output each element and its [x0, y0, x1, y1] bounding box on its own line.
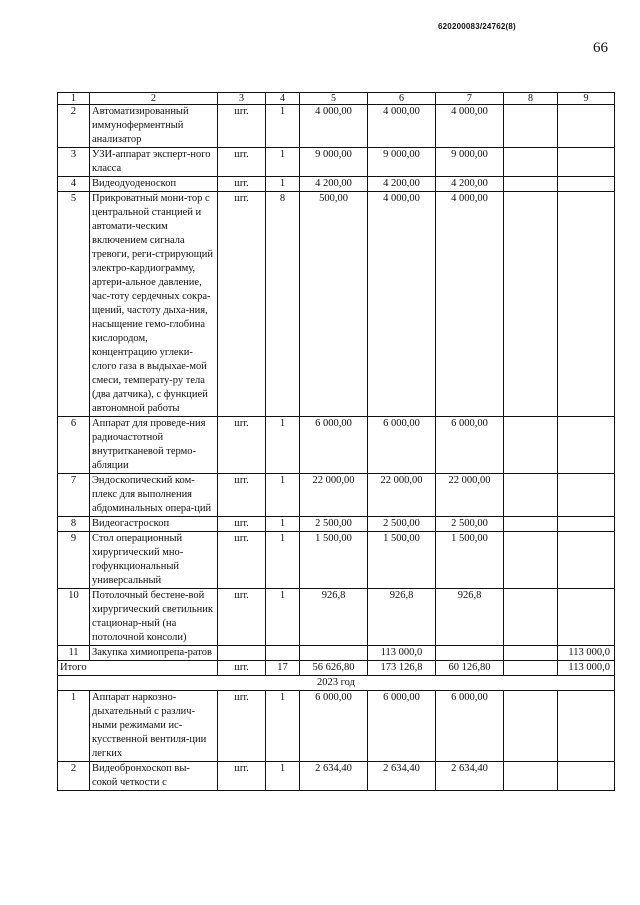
- table-cell: [266, 646, 300, 661]
- table-cell: [504, 762, 558, 791]
- column-number: 4: [266, 93, 300, 105]
- table-cell: 17: [266, 661, 300, 676]
- column-number: 7: [436, 93, 504, 105]
- table-row: [58, 177, 615, 192]
- table-cell: 4 200,00: [436, 177, 504, 192]
- table-cell: 6 000,00: [368, 691, 436, 762]
- table-cell: [504, 148, 558, 177]
- table-cell: 1 500,00: [436, 532, 504, 589]
- table-cell: [504, 532, 558, 589]
- table-cell: [504, 661, 558, 676]
- table-cell: 1: [266, 762, 300, 791]
- table-cell: 926,8: [368, 589, 436, 646]
- table-cell: Стол операционный хирургический мно-гофункциональный универсальный: [90, 532, 218, 589]
- table-cell: 10: [58, 589, 90, 646]
- table-row: [58, 105, 615, 148]
- table-cell: [558, 192, 615, 417]
- table-cell: 7: [58, 474, 90, 517]
- table-row: [58, 691, 615, 762]
- table-cell: 4 000,00: [436, 105, 504, 148]
- table-cell: 56 626,80: [300, 661, 368, 676]
- table-cell: [504, 105, 558, 148]
- table-cell: 2 634,40: [368, 762, 436, 791]
- table-cell: [504, 691, 558, 762]
- table-cell: шт.: [218, 517, 266, 532]
- total-label: Итого: [58, 661, 218, 676]
- table-cell: [558, 532, 615, 589]
- table-cell: 2 500,00: [300, 517, 368, 532]
- table-cell: УЗИ-аппарат эксперт-ного класса: [90, 148, 218, 177]
- table-cell: 926,8: [436, 589, 504, 646]
- column-number: 2: [90, 93, 218, 105]
- table-cell: 4 000,00: [300, 105, 368, 148]
- table-cell: 1: [266, 105, 300, 148]
- table-row: [58, 192, 615, 417]
- table-cell: 4 000,00: [436, 192, 504, 417]
- table-cell: [300, 646, 368, 661]
- year-row: [58, 676, 615, 691]
- table-cell: 1: [266, 474, 300, 517]
- table-cell: 22 000,00: [300, 474, 368, 517]
- equipment-table: [57, 92, 615, 791]
- table-cell: 9 000,00: [300, 148, 368, 177]
- table-cell: 1: [266, 532, 300, 589]
- table-cell: [504, 646, 558, 661]
- table-cell: 11: [58, 646, 90, 661]
- table-cell: 8: [266, 192, 300, 417]
- table-cell: [436, 646, 504, 661]
- table-cell: 1: [266, 177, 300, 192]
- table-cell: 2 634,40: [436, 762, 504, 791]
- table-cell: 5: [58, 192, 90, 417]
- table-cell: 1: [266, 517, 300, 532]
- column-number: 9: [558, 93, 615, 105]
- table-row: [58, 532, 615, 589]
- table-cell: Автоматизированный иммуноферментный анализатор: [90, 105, 218, 148]
- table-cell: 6 000,00: [436, 691, 504, 762]
- table-cell: шт.: [218, 105, 266, 148]
- column-number: 1: [58, 93, 90, 105]
- table-cell: Закупка химиопрепа-ратов: [90, 646, 218, 661]
- table-cell: 1 500,00: [368, 532, 436, 589]
- table-cell: шт.: [218, 417, 266, 474]
- table-cell: 4 000,00: [368, 192, 436, 417]
- table-cell: 1 500,00: [300, 532, 368, 589]
- table-cell: 8: [58, 517, 90, 532]
- table-cell: 1: [266, 148, 300, 177]
- table-cell: Аппарат наркозно-дыхательный с различ-ными режимами ис-кусственной вентиля-ции легких: [90, 691, 218, 762]
- table-row: [58, 474, 615, 517]
- table-cell: [504, 517, 558, 532]
- table-cell: [504, 177, 558, 192]
- table-cell: 6 000,00: [436, 417, 504, 474]
- table-cell: 6: [58, 417, 90, 474]
- table-cell: 4 200,00: [368, 177, 436, 192]
- table-cell: шт.: [218, 148, 266, 177]
- table-cell: [558, 417, 615, 474]
- table-cell: 9: [58, 532, 90, 589]
- table-cell: шт.: [218, 532, 266, 589]
- table-row: [58, 517, 615, 532]
- table-cell: Аппарат для проведе-ния радиочастотной внутритканевой термо-абляции: [90, 417, 218, 474]
- table-row: [58, 589, 615, 646]
- table-cell: 500,00: [300, 192, 368, 417]
- column-number: 3: [218, 93, 266, 105]
- table-body: [58, 93, 615, 791]
- table-cell: Видеобронхоскоп вы-сокой четкости с: [90, 762, 218, 791]
- table-cell: [218, 646, 266, 661]
- table-cell: [558, 105, 615, 148]
- table-cell: 113 000,0: [368, 646, 436, 661]
- table-cell: шт.: [218, 589, 266, 646]
- table-cell: шт.: [218, 762, 266, 791]
- table-cell: 60 126,80: [436, 661, 504, 676]
- table-row: [58, 762, 615, 791]
- table-cell: 6 000,00: [368, 417, 436, 474]
- column-number: 8: [504, 93, 558, 105]
- table-cell: Видеодуоденоскоп: [90, 177, 218, 192]
- page-number: 66: [593, 40, 608, 56]
- table-row: [58, 417, 615, 474]
- table-cell: 2 634,40: [300, 762, 368, 791]
- table-cell: [558, 474, 615, 517]
- table-cell: [558, 517, 615, 532]
- column-number: 6: [368, 93, 436, 105]
- table-cell: [558, 148, 615, 177]
- table-cell: 2: [58, 105, 90, 148]
- document-code: 620200083/24762(8): [438, 22, 516, 31]
- table-cell: 4: [58, 177, 90, 192]
- table-cell: 3: [58, 148, 90, 177]
- table-cell: 6 000,00: [300, 417, 368, 474]
- table-cell: 1: [266, 417, 300, 474]
- table-cell: 9 000,00: [436, 148, 504, 177]
- table-cell: шт.: [218, 661, 266, 676]
- total-row: [58, 661, 615, 676]
- table-cell: 1: [266, 589, 300, 646]
- table-cell: [558, 762, 615, 791]
- table-row: [58, 148, 615, 177]
- table-cell: [504, 589, 558, 646]
- table-cell: 22 000,00: [436, 474, 504, 517]
- table-cell: 2: [58, 762, 90, 791]
- table-cell: 2 500,00: [368, 517, 436, 532]
- table-cell: 6 000,00: [300, 691, 368, 762]
- table-cell: 2 500,00: [436, 517, 504, 532]
- table-cell: [504, 417, 558, 474]
- table-cell: шт.: [218, 691, 266, 762]
- column-number-row: [58, 93, 615, 105]
- table-cell: [558, 589, 615, 646]
- table-cell: Эндоскопический ком-плекс для выполнения абдоминальных опера-ций: [90, 474, 218, 517]
- table-cell: Видеогастроскоп: [90, 517, 218, 532]
- table-cell: [558, 691, 615, 762]
- table-cell: [558, 177, 615, 192]
- column-number: 5: [300, 93, 368, 105]
- table-cell: 22 000,00: [368, 474, 436, 517]
- table-cell: 113 000,0: [558, 646, 615, 661]
- table-cell: 4 000,00: [368, 105, 436, 148]
- table-cell: 1: [266, 691, 300, 762]
- table-cell: шт.: [218, 474, 266, 517]
- table-cell: шт.: [218, 177, 266, 192]
- table-row: [58, 646, 615, 661]
- table-cell: 4 200,00: [300, 177, 368, 192]
- table-cell: [504, 192, 558, 417]
- table-cell: 173 126,8: [368, 661, 436, 676]
- year-heading: 2023 год: [58, 676, 615, 691]
- table-cell: шт.: [218, 192, 266, 417]
- table-cell: 926,8: [300, 589, 368, 646]
- table-cell: [504, 474, 558, 517]
- table-cell: 113 000,0: [558, 661, 615, 676]
- table-cell: Потолочный бестене-вой хирургический светильник стационар-ный (на потолочной консоли): [90, 589, 218, 646]
- table-cell: 1: [58, 691, 90, 762]
- table-cell: Прикроватный мони-тор с центральной станцией и автомати-ческим включением сигнала тревоги, реги-стрирующий электро-кардиограмму, артери-альное давление, час-тоту сердечных сокра-щений, частоту дыха-ния, насыщение гемо-глобина кислородом, концентрацию углеки-слого газа в выдыхае-мой смеси, температу-ру тела (два датчика), с функцией автономной работы: [90, 192, 218, 417]
- table-cell: 9 000,00: [368, 148, 436, 177]
